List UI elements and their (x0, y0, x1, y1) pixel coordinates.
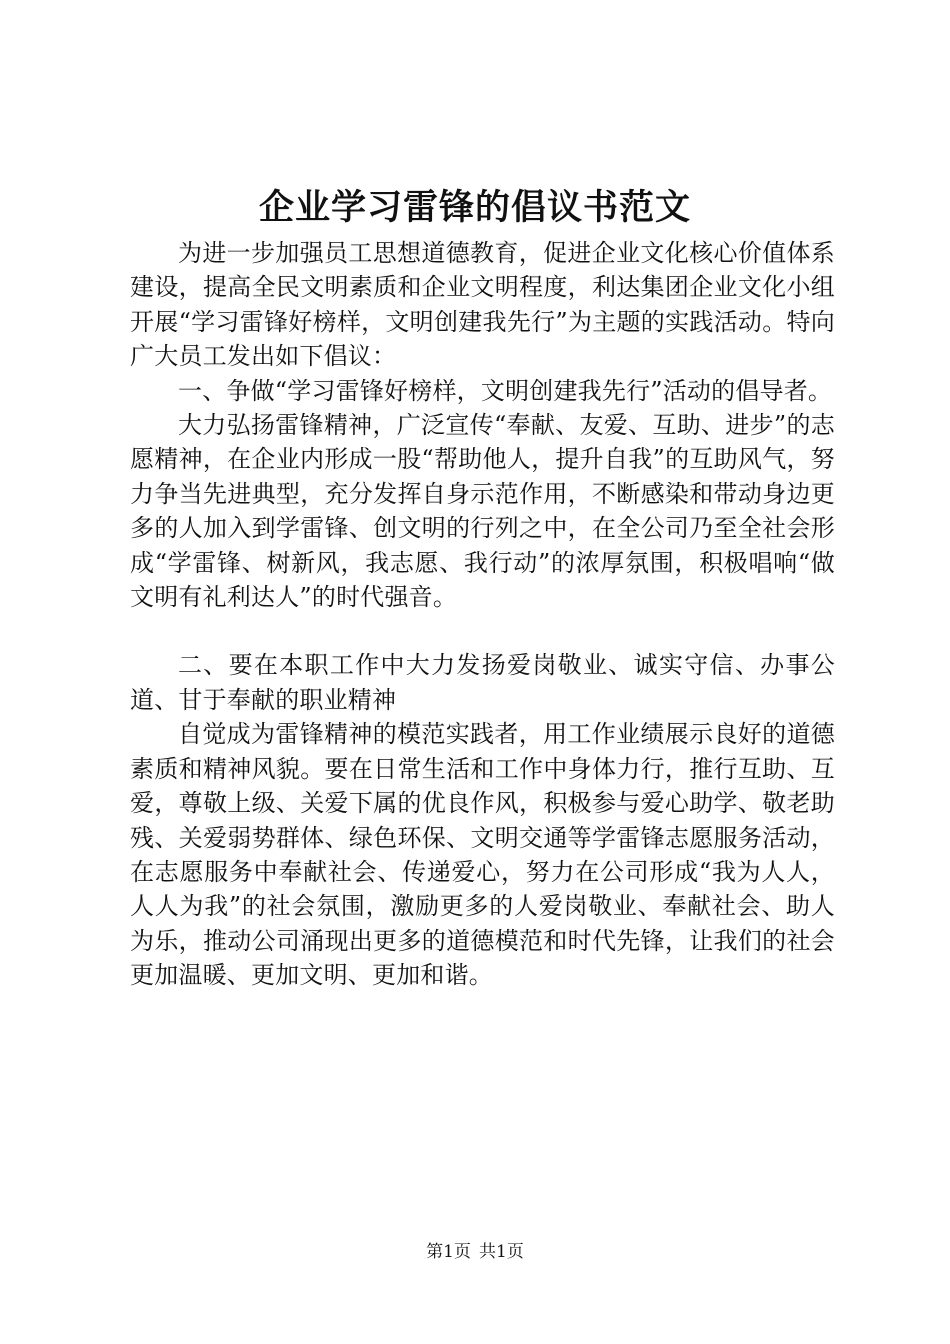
document-body (130, 236, 835, 993)
paragraph-section-1: 大力弘扬雷锋精神，广泛宣传“奉献、友爱、互助、进步”的志愿精神，在企业内形成一股“帮助他人，提升自我”的互助风气，努力争当先进典型，充分发挥自身示范作用，不断感染和带动身边更多的人加入到学雷锋、创文明的行列之中，在全公司乃至全社会形成“学雷锋、树新风，我志愿、我行动”的浓厚氛围，积极唱响“做文明有礼利达人”的时代强音。 (130, 411, 835, 612)
paragraph-heading-1: 一、争做“学习雷锋好榜样，文明创建我先行”活动的倡导者。 (178, 376, 833, 405)
paragraph-section-2: 自觉成为雷锋精神的模范实践者，用工作业绩展示良好的道德素质和精神风貌。要在日常生活和工作中身体力行，推行互助、互爱，尊敬上级、关爱下属的优良作风，积极参与爱心助学、敬老助残、关爱弱势群体、绿色环保、文明交通等学雷锋志愿服务活动，在志愿服务中奉献社会、传递爱心，努力在公司形成“我为人人，人人为我”的社会氛围，激励更多的人爱岗敬业、奉献社会、助人为乐，推动公司涌现出更多的道德模范和时代先锋，让我们的社会更加温暖、更加文明、更加和谐。 (130, 720, 835, 990)
page-number: 第1页 (426, 1242, 471, 1262)
page-footer (0, 1240, 950, 1264)
document-title: 企业学习雷锋的倡议书范文 (258, 187, 691, 228)
paragraph-heading-2: 二、要在本职工作中大力发扬爱岗敬业、诚实守信、办事公道、甘于奉献的职业精神 (130, 651, 835, 714)
page-total: 共1页 (479, 1242, 524, 1262)
paragraph-intro: 为进一步加强员工思想道德教育，促进企业文化核心价值体系建设，提高全民文明素质和企业文明程度，利达集团企业文化小组开展“学习雷锋好榜样，文明创建我先行”为主题的实践活动。特向广大员工发出如下倡议： (130, 239, 835, 371)
